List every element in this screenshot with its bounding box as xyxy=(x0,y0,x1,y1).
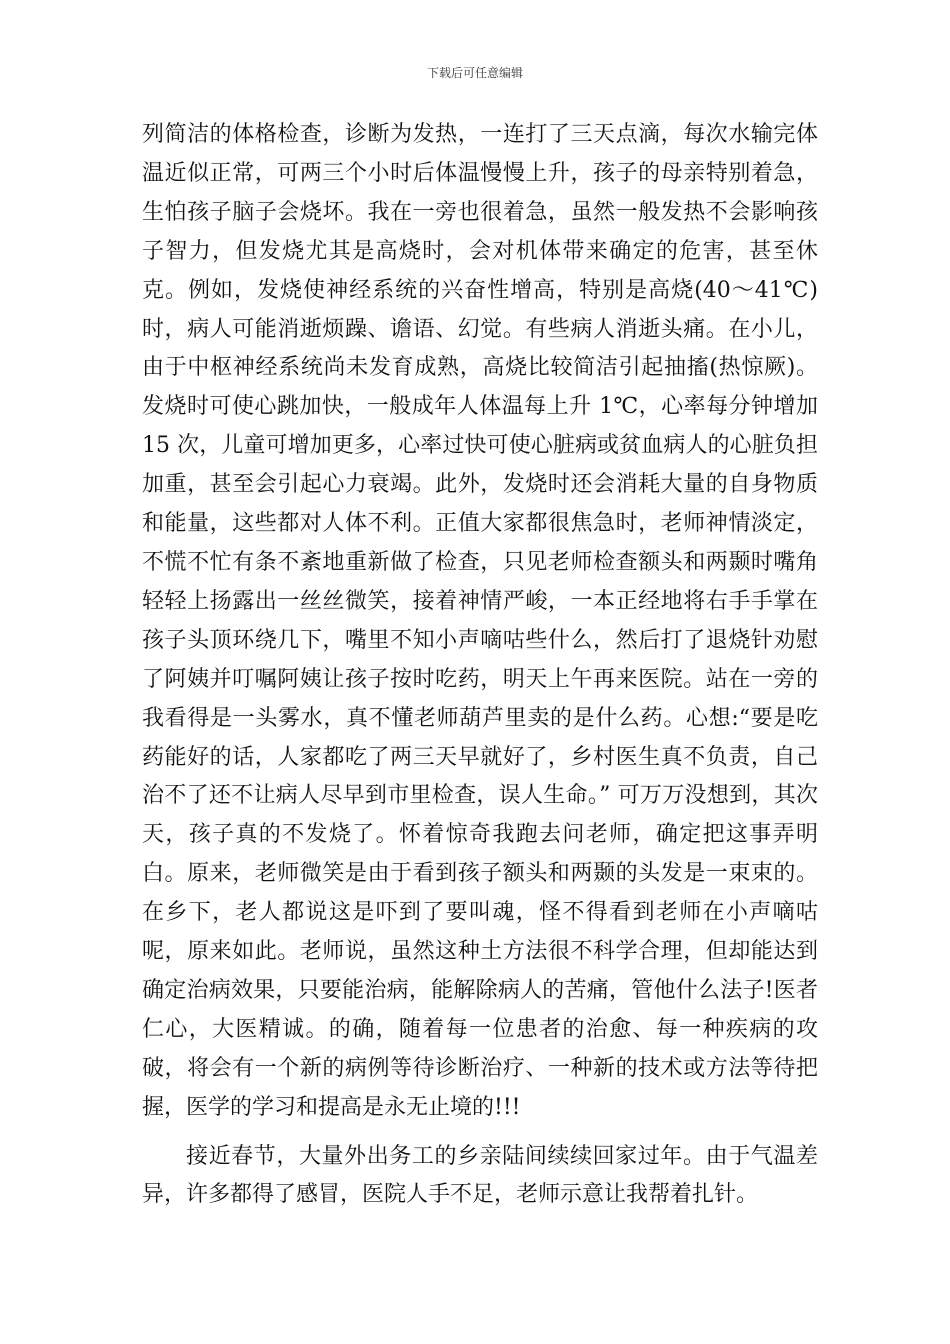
paragraph-2: 接近春节，大量外出务工的乡亲陆间续续回家过年。由于气温差异，许多都得了感冒，医院人手不足，老师示意让我帮着扎针。 xyxy=(142,1143,818,1208)
paragraph-1: 列简洁的体格检查，诊断为发热，一连打了三天点滴，每次水输完体温近似正常，可两三个小时后体温慢慢上升，孩子的母亲特别着急，生怕孩子脑子会烧坏。我在一旁也很着急，虽然一般发热不会影响孩子智力，但发烧尤其是高烧时，会对机体带来确定的危害，甚至休克。例如，发烧使神经系统的兴奋性增高，特别是高烧(40～41℃)时，病人可能消逝烦躁、谵语、幻觉。有些病人消逝头痛。在小儿，由于中枢神经系统尚未发育成熟，高烧比较简洁引起抽搐(热惊厥)。发烧时可使心跳加快，一般成年人体温每上升 1℃，心率每分钟增加 15 次，儿童可增加更多，心率过快可使心脏病或贫血病人的心脏负担加重，甚至会引起心力衰竭。此外，发烧时还会消耗大量的自身物质和能量，这些都对人体不利。正值大家都很焦急时，老师神情淡定，不慌不忙有条不紊地重新做了检查，只见老师检查额头和两颞时嘴角轻轻上扬露出一丝丝微笑，接着神情严峻，一本正经地将右手手掌在孩子头顶环绕几下，嘴里不知小声嘀咕些什么，然后打了退烧针劝慰了阿姨并叮嘱阿姨让孩子按时吃药，明天上午再来医院。站在一旁的我看得是一头雾水，真不懂老师葫芦里卖的是什么药。心想:“要是吃药能好的话，人家都吃了两三天早就好了，乡村医生真不负责，自己治不了还不让病人尽早到市里检查，误人生命。” 可万万没想到，其次天，孩子真的不发烧了。怀着惊奇我跑去问老师，确定把这事弄明白。原来，老师微笑是由于看到孩子额头和两颞的头发是一束束的。在乡下，老人都说这是吓到了要叫魂，怪不得看到老师在小声嘀咕呢，原来如此。老师说，虽然这种土方法很不科学合理，但却能达到确定治病效果，只要能治病，能解除病人的苦痛，管他什么法子!医者仁心，大医精诚。的确，随着每一位患者的治愈、每一种疾病的攻破，将会有一个新的病例等待诊断治疗、一种新的技术或方法等待把握，医学的学习和提高是永无止境的!!! xyxy=(142,122,818,1120)
document-body xyxy=(142,116,818,1215)
page-header: 下载后可任意编辑 xyxy=(426,66,523,80)
